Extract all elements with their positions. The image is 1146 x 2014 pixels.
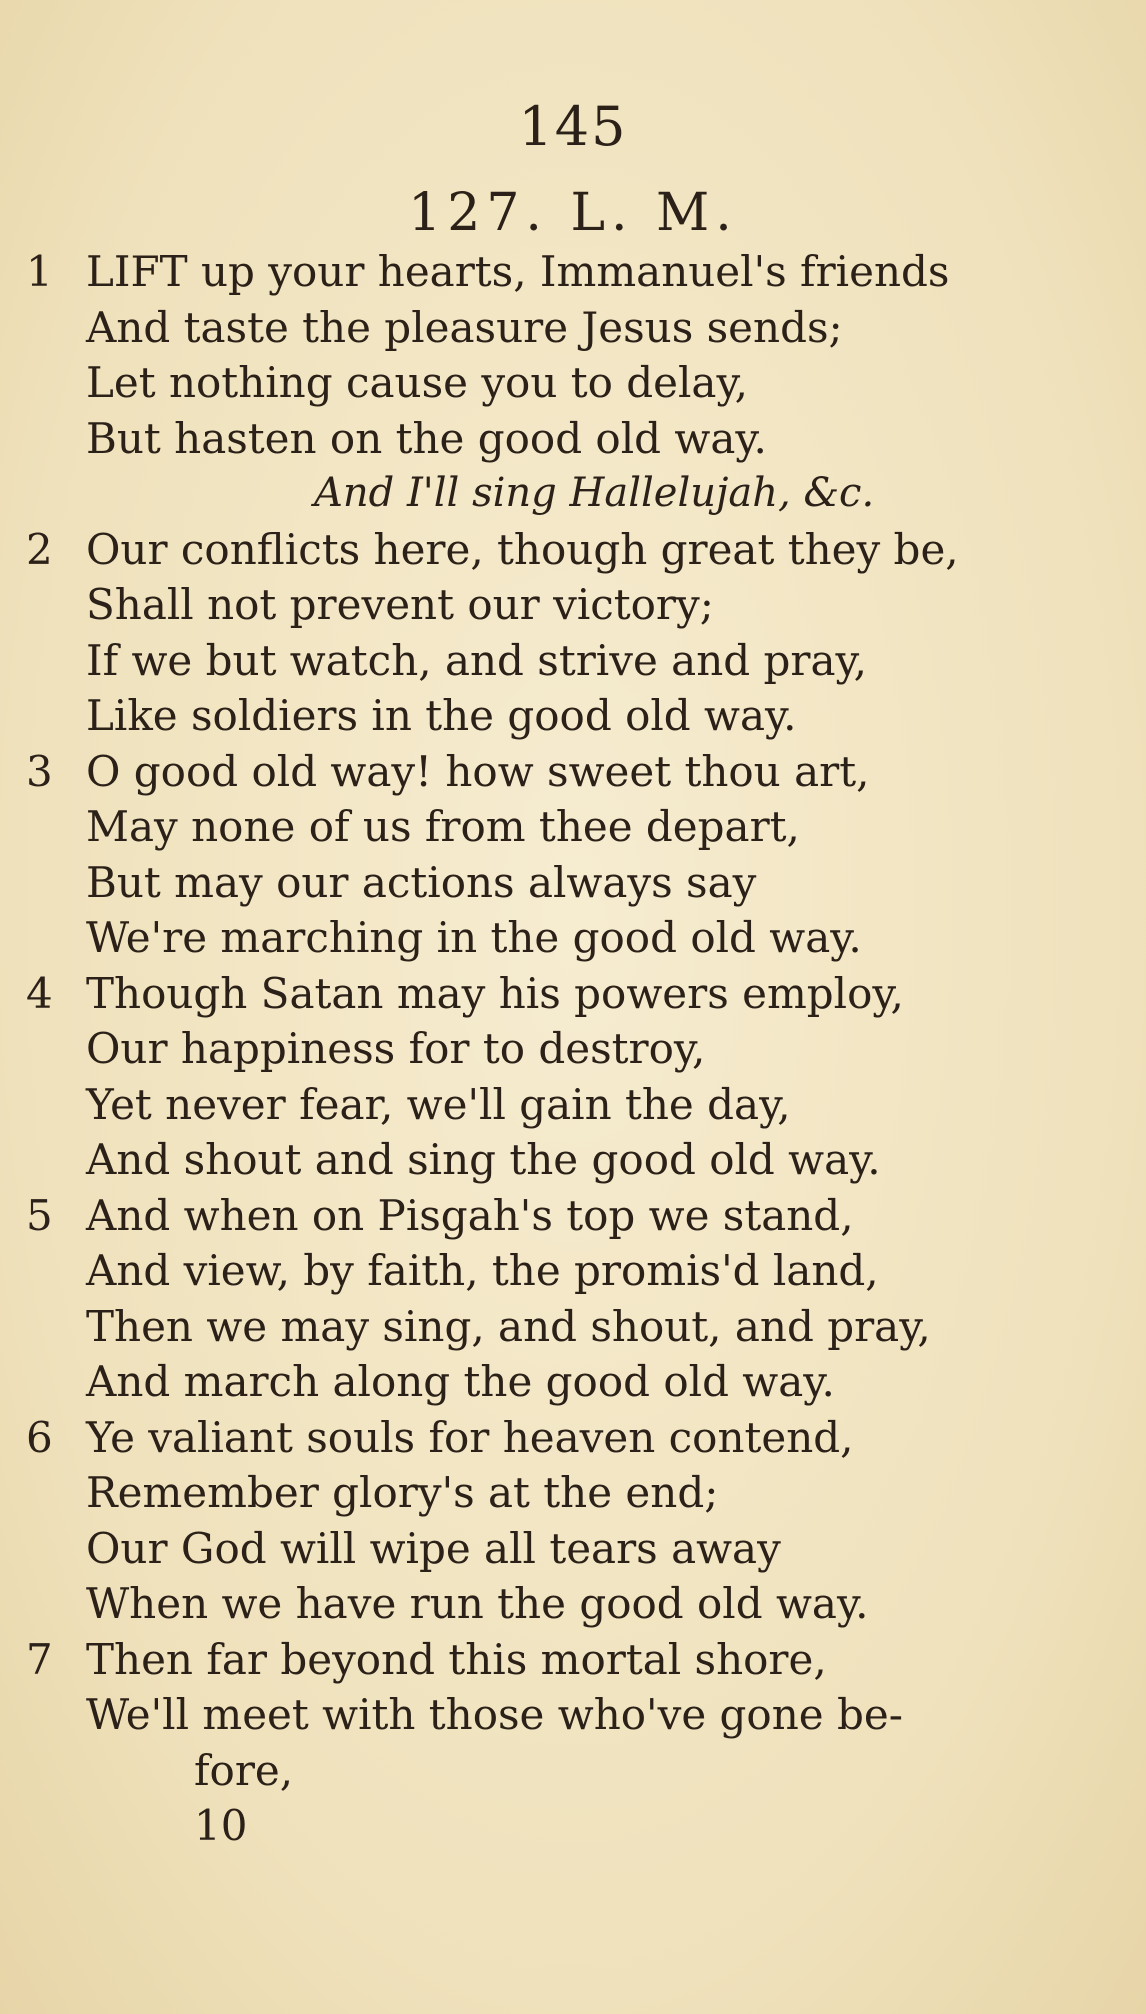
- verse-line-continuation: fore,: [194, 1745, 294, 1795]
- verse-line: But may our actions always say: [86, 857, 757, 907]
- verse-line: Our God will wipe all tears away: [86, 1523, 781, 1573]
- verse-5: [26, 1188, 1116, 1410]
- verse-line: We're marching in the good old way.: [86, 913, 862, 962]
- verse-line: And when on Pisgah's top we stand,: [86, 1190, 854, 1240]
- verse-line: And taste the pleasure Jesus sends;: [86, 302, 843, 352]
- verse-number: 4: [26, 968, 53, 1018]
- verse-1: [26, 244, 1116, 522]
- verse-4: [26, 966, 1116, 1188]
- verse-number: 5: [26, 1190, 53, 1240]
- verse-line: We'll meet with those who've gone be-: [86, 1690, 903, 1739]
- verse-line: Our happiness for to destroy,: [86, 1024, 706, 1073]
- verse-line: May none of us from thee depart,: [86, 802, 800, 851]
- verse-line: LIFT up your hearts, Immanuel's friends: [86, 247, 950, 296]
- verse-2: [26, 522, 1116, 744]
- verse-line: And shout and sing the good old way.: [86, 1135, 881, 1184]
- verse-7: [26, 1632, 1116, 1799]
- verse-line: Yet never fear, we'll gain the day,: [86, 1079, 791, 1129]
- verse-line: O good old way! how sweet thou art,: [86, 746, 870, 796]
- verse-line: Remember glory's at the end;: [86, 1468, 719, 1517]
- verse-line: And view, by faith, the promis'd land,: [86, 1246, 879, 1295]
- refrain-line: And I'll sing Hallelujah, &c.: [314, 470, 875, 516]
- verse-line: If we but watch, and strive and pray,: [86, 635, 867, 685]
- verse-number: 7: [26, 1634, 53, 1684]
- verse-line: Ye valiant souls for heaven contend,: [86, 1412, 854, 1462]
- verse-line: Our conflicts here, though great they be,: [86, 524, 959, 574]
- verse-number: 3: [26, 746, 53, 796]
- verse-3: [26, 744, 1116, 966]
- verse-number: 2: [26, 524, 53, 574]
- hymn-heading: 127. L. M.: [408, 183, 738, 243]
- verse-line: When we have run the good old way.: [86, 1579, 869, 1628]
- verse-6: [26, 1410, 1116, 1632]
- verse-line: And march along the good old way.: [86, 1357, 835, 1406]
- verse-line: Like soldiers in the good old way.: [86, 691, 797, 740]
- verse-line: Let nothing cause you to delay,: [86, 358, 748, 407]
- hymn-text: [26, 244, 1116, 1854]
- verse-number: 6: [26, 1412, 53, 1462]
- signature-mark: 10: [194, 1801, 248, 1850]
- verse-line: Then far beyond this mortal shore,: [86, 1634, 827, 1684]
- verse-number: 1: [26, 247, 53, 296]
- verse-line: Shall not prevent our victory;: [86, 580, 714, 629]
- verse-line: Though Satan may his powers employ,: [86, 968, 904, 1018]
- page-number: 145: [518, 95, 628, 158]
- verse-line: But hasten on the good old way.: [86, 413, 767, 463]
- verse-line: Then we may sing, and shout, and pray,: [86, 1301, 931, 1351]
